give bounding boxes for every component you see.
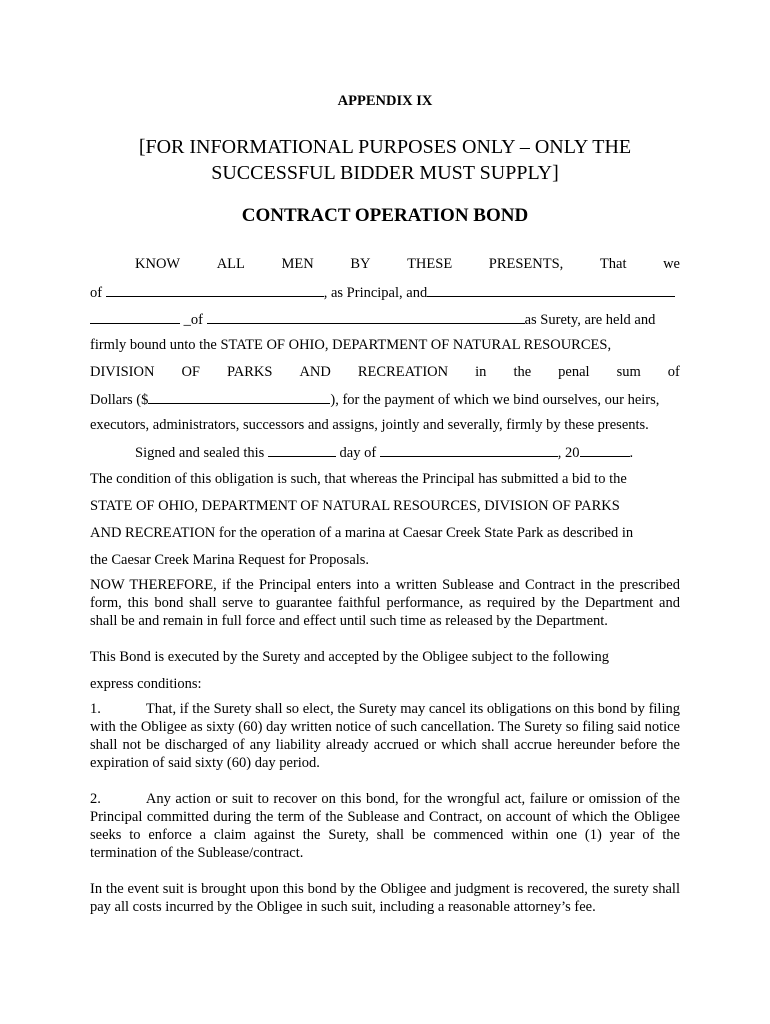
signed-year-blank[interactable] [580, 443, 630, 457]
now-therefore-paragraph: NOW THEREFORE, if the Principal enters into a written Sublease and Contract in the prescribed form, this bond shall serve to guarantee faithful performance, as required by the Department and shall be and remain in full force and effect until such time as released by the Department. [90, 577, 680, 629]
condition-line-2: STATE OF OHIO, DEPARTMENT OF NATURAL RESOURCES, DIVISION OF PARKS [90, 498, 620, 514]
condition-two [90, 790, 680, 862]
condition-line-4: the Caesar Creek Marina Request for Proposals. [90, 552, 370, 568]
word: MEN [281, 256, 314, 272]
condition-one-number: 1. [90, 701, 101, 717]
executors-line: executors, administrators, successors and assigns, jointly and severally, firmly by these presents. [90, 417, 649, 433]
signed-month-blank[interactable] [380, 443, 558, 457]
condition-one [90, 700, 680, 772]
dollars-line: Dollars ($ ), for the payment of which we bind ourselves, our heirs, [90, 392, 660, 408]
principal-line: of , as Principal, and [90, 283, 680, 302]
subtitle-line-1: [FOR INFORMATIONAL PURPOSES ONLY – ONLY THE [138, 136, 632, 158]
word: PRESENTS, [488, 256, 564, 272]
surety-location-blank[interactable] [90, 310, 180, 324]
executed-line-2: express conditions: [90, 676, 202, 692]
division-line: DIVISION OF PARKS AND RECREATION in the penal sum of [90, 364, 680, 380]
document-title: CONTRACT OPERATION BOND [241, 205, 529, 226]
surety-of-blank[interactable] [207, 310, 525, 324]
know-all-men-line [90, 255, 680, 273]
firmly-bound-line: firmly bound unto the STATE OF OHIO, DEPARTMENT OF NATURAL RESOURCES, [90, 337, 612, 353]
word: THESE [407, 256, 453, 272]
word: we [663, 256, 680, 272]
condition-one-text: That, if the Surety shall so elect, the Surety may cancel its obligations on this bond by filing with the Obligee as sixty (60) day written notice of such cancellation. The Surety so filing said notice shall not be discharged of any liability already accrued or which shall accrue hereunder before the expiration of said sixty (60) day period. [90, 701, 680, 771]
surety-line: _of as Surety, are held and [90, 310, 680, 329]
event-paragraph: In the event suit is brought upon this bond by the Obligee and judgment is recovered, the surety shall pay all costs incurred by the Obligee in such suit, including a reasonable attorney’s fee. [90, 881, 680, 915]
condition-line-3: AND RECREATION for the operation of a marina at Caesar Creek State Park as described in [90, 525, 634, 541]
signed-day-blank[interactable] [268, 443, 336, 457]
word: ALL [216, 256, 245, 272]
subtitle-line-2: SUCCESSFUL BIDDER MUST SUPPLY] [211, 162, 559, 184]
executed-line-1: This Bond is executed by the Surety and accepted by the Obligee subject to the following [90, 649, 610, 665]
condition-line-1: The condition of this obligation is such, that whereas the Principal has submitted a bid to the [90, 471, 627, 487]
principal-name-blank[interactable] [106, 283, 324, 297]
informational-subtitle [90, 134, 680, 186]
word: KNOW [135, 256, 181, 272]
word: BY [350, 256, 371, 272]
appendix-label: APPENDIX IX [337, 93, 433, 109]
condition-two-number: 2. [90, 791, 101, 807]
penal-sum-blank[interactable] [148, 390, 330, 404]
condition-two-text: Any action or suit to recover on this bond, for the wrongful act, failure or omission of the Principal committed during the term of the Sublease and Contract, on account of which the Obligee seeks to enforce a claim against the Surety, shall be commenced within one (1) year of the termination of the Sublease/contract. [90, 791, 680, 861]
surety-name-blank[interactable] [427, 283, 675, 297]
word: That [599, 256, 627, 272]
signed-sealed-line: Signed and sealed this day of , 20 . [135, 445, 634, 461]
